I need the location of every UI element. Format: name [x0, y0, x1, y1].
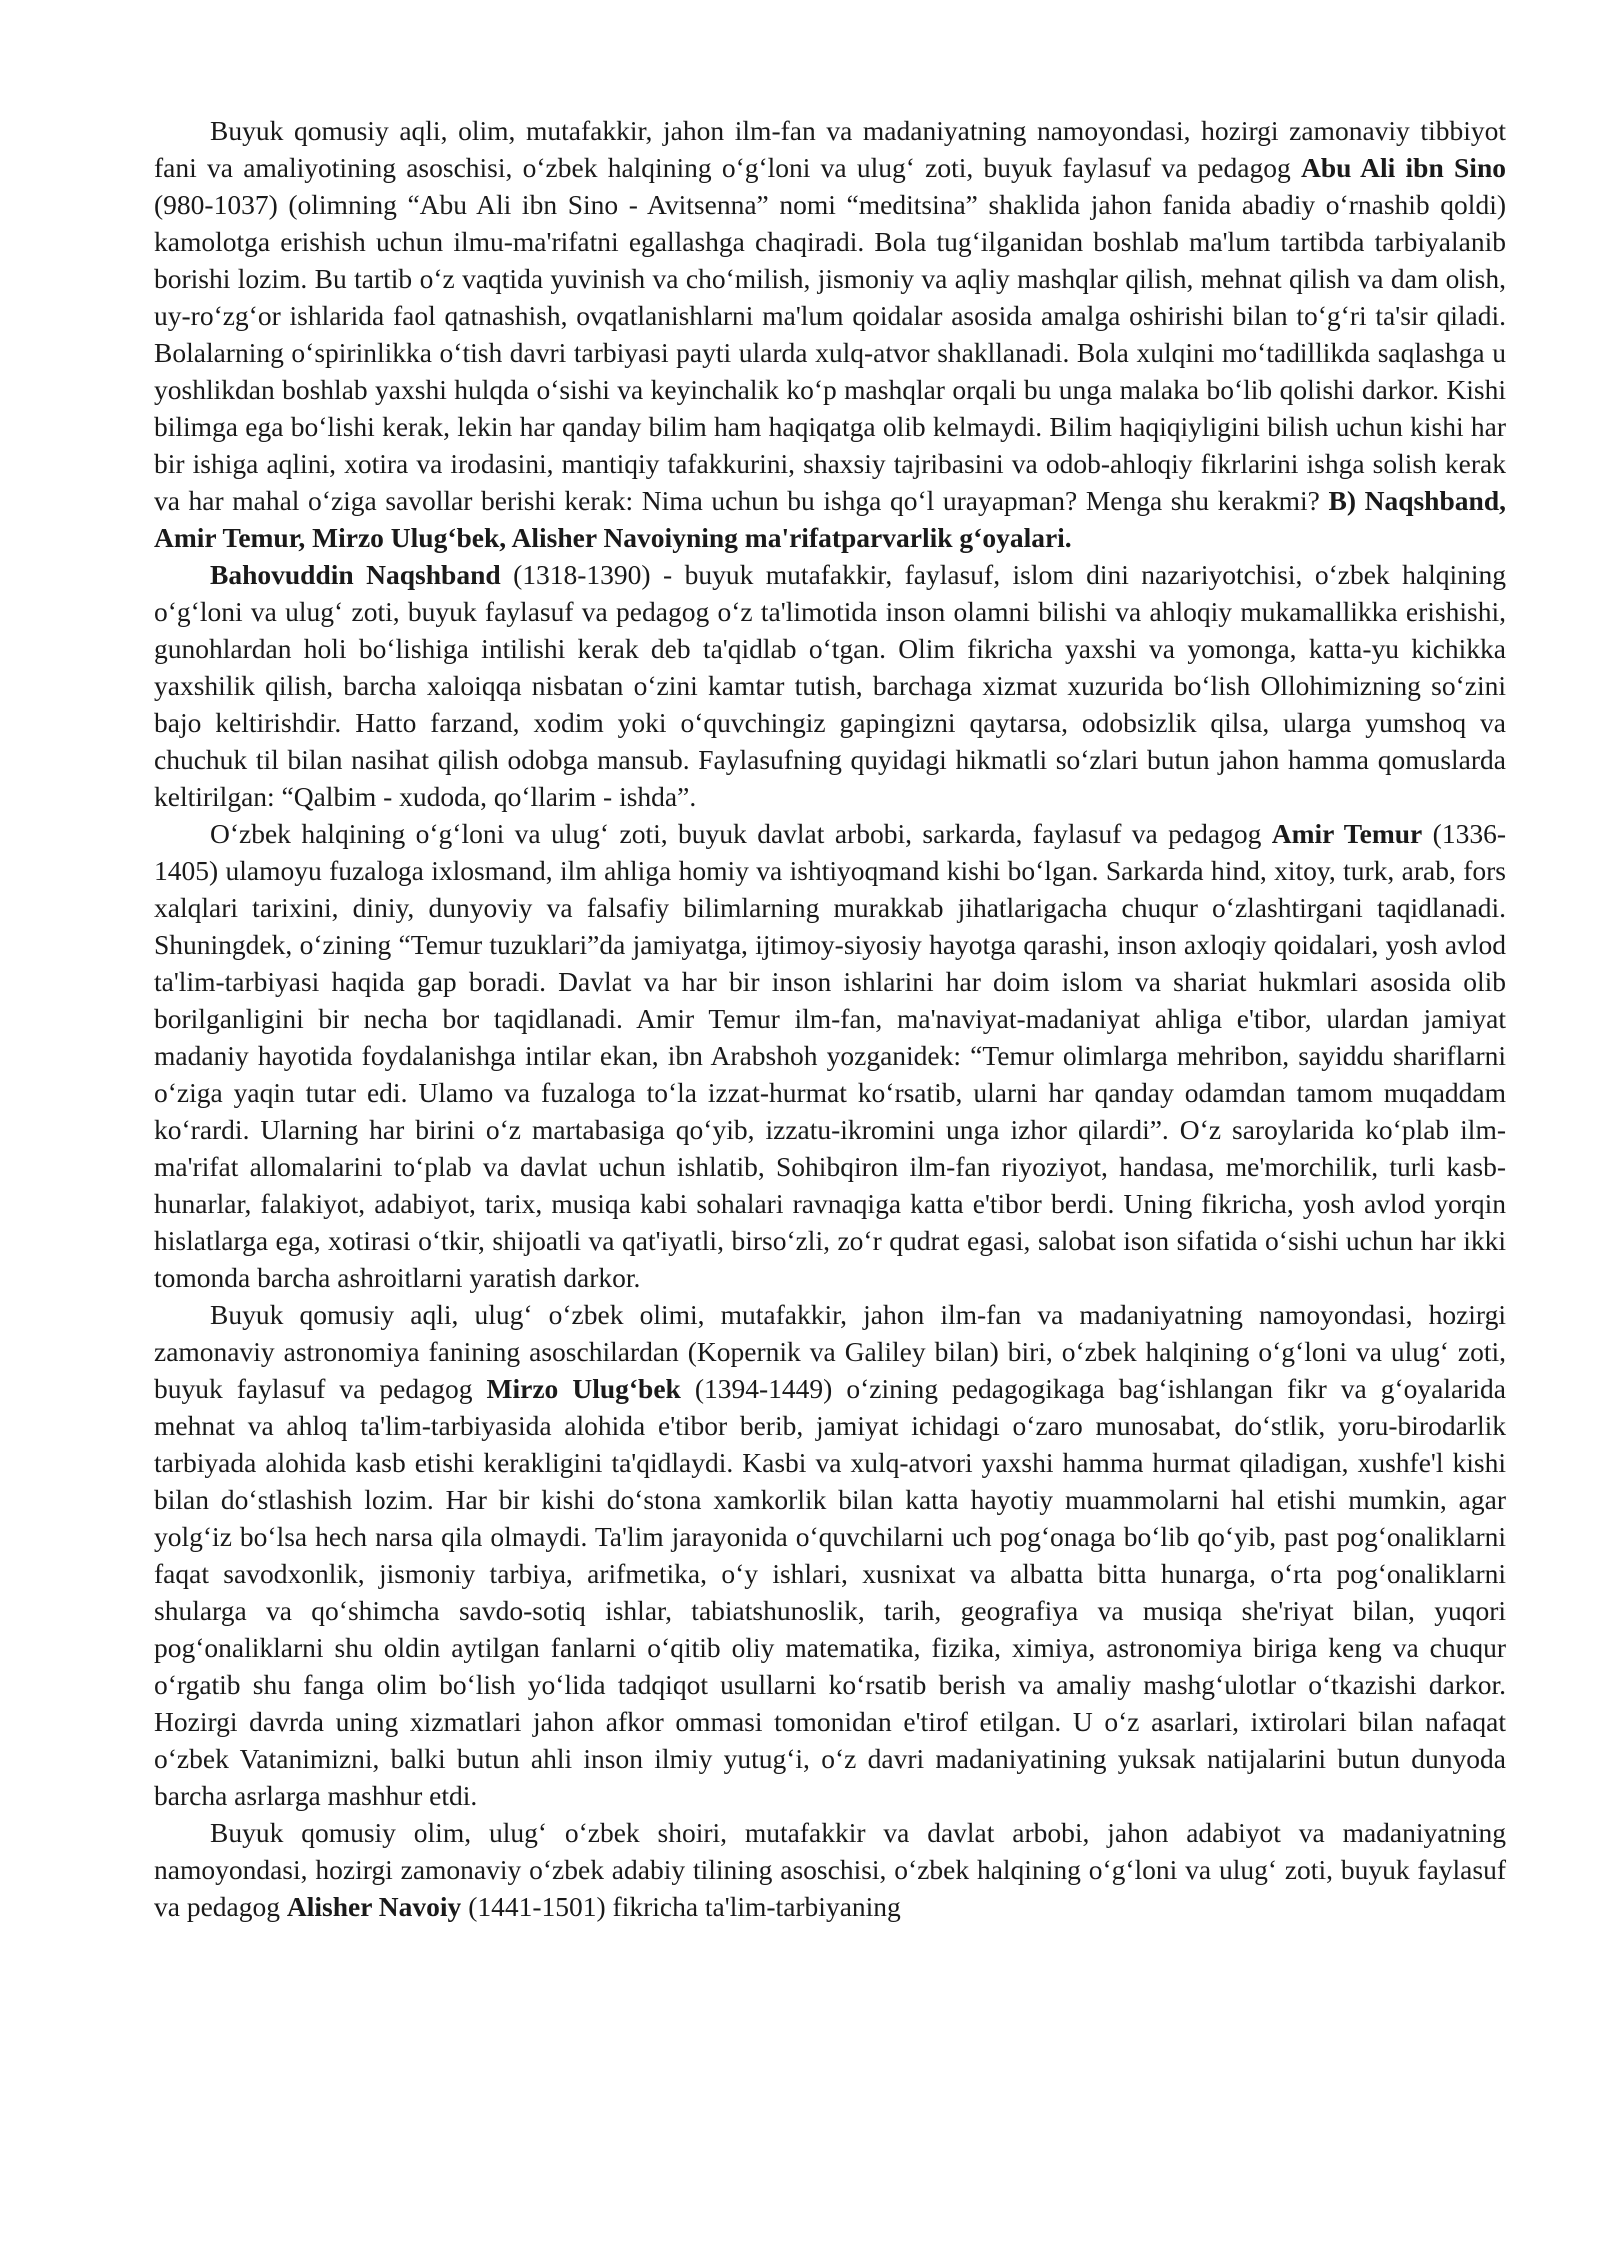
name-alisher-navoiy: Alisher Navoiy	[286, 1891, 462, 1922]
section-heading-b: B) Naqshband, Amir Temur, Mirzo Ulug‘bek, Alisher Navoiyning ma'rifatparvarlik g‘oyalari.	[154, 485, 1506, 553]
text-segment: (1394-1449) o‘zining pedagogikaga bag‘ishlangan fikr va g‘oyalarida mehnat va ahloq ta'lim-tarbiyasida alohida e'tibor berib, jamiyat ichidagi o‘zaro munosabat, do‘stlik, yoru-birodarlik tarbiyada alohida kasb etishi kerakligini ta'qidlaydi. Kasbi va xulq-atvori yaxshi hamma hurmat qiladigan, xushfe'l kishi bilan do‘stlashish lozim. Har bir kishi do‘stona xamkorlik bilan katta hayotiy muammolarni hal etishi mumkin, agar yolg‘iz bo‘lsa hech narsa qila olmaydi. Ta'lim jarayonida o‘quvchilarni uch pog‘onaga bo‘lib qo‘yib, past pog‘onaliklarni faqat savodxonlik, jismoniy tarbiya, arifmetika, o‘y ishlari, xusnixat va albatta bitta hunarga, o‘rta pog‘onaliklarni shularga va qo‘shimcha savdo-sotiq ishlar, tabiatshunoslik, tarih, geografiya va musiqa she'riyat bilan, yuqori pog‘onaliklarni shu oldin aytilgan fanlarni o‘qitib oliy matematika, fizika, ximiya, astronomiya biriga keng va chuqur o‘rgatib shu fanga olim bo‘lish yo‘lida tadqiqot usullarni ko‘rsatib berish va amaliy mashg‘ulotlar o‘tkazishi darkor. Hozirgi davrda uning xizmatlari jahon afkor ommasi tomonidan e'tirof etilgan. U o‘z asarlari, ixtirolari bilan nafaqat o‘zbek Vatanimizni, balki butun ahli inson ilmiy yutug‘i, o‘z davri madaniyatining yuksak natijalarini butun dunyoda barcha asrlarga mashhur etdi.	[154, 1373, 1506, 1811]
text-segment: Buyuk qomusiy olim, ulug‘ o‘zbek shoiri, mutafakkir va davlat arbobi, jahon adabiyot va madaniyatning namoyondasi, hozirgi zamonaviy o‘zbek adabiy tilining asoschisi, o‘zbek halqining o‘g‘loni va ulug‘ zoti, buyuk faylasuf va pedagog	[154, 1817, 1506, 1922]
name-abu-ali-ibn-sino: Abu Ali ibn Sino	[1300, 152, 1506, 183]
paragraph-alisher-navoiy	[154, 1814, 1506, 1925]
paragraph-naqshband	[154, 556, 1506, 815]
text-segment: Buyuk qomusiy aqli, olim, mutafakkir, jahon ilm-fan va madaniyatning namoyondasi, hozirgi zamonaviy tibbiyot fani va amaliyotining asoschisi, o‘zbek halqining o‘g‘loni va ulug‘ zoti, buyuk faylasuf va pedagog	[154, 115, 1506, 183]
text-segment: (1441-1501) fikricha ta'lim-tarbiyaning	[461, 1891, 901, 1922]
name-mirzo-ulugbek: Mirzo Ulug‘bek	[486, 1373, 681, 1404]
text-segment: (1318-1390) - buyuk mutafakkir, faylasuf, islom dini nazariyotchisi, o‘zbek halqining o‘g‘loni va ulug‘ zoti, buyuk faylasuf va pedagog o‘z ta'limotida inson olamni bilishi va ahloqiy mukamallikka erishishi, gunohlardan holi bo‘lishiga intilishi kerak deb ta'qidlab o‘tgan. Olim fikricha yaxshi va yomonga, katta-yu kichikka yaxshilik qilish, barcha xaloiqqa nisbatan o‘zini kamtar tutish, barchaga xizmat xuzurida bo‘lish Ollohimizning so‘zini bajo keltirishdir. Hatto farzand, xodim yoki o‘quvchingiz gapingizni qaytarsa, odobsizlik qilsa, ularga yumshoq va chuchuk til bilan nasihat qilish odobga mansub. Faylasufning quyidagi hikmatli so‘zlari butun jahon hamma qomuslarda keltirilgan: “Qalbim - xudoda, qo‘llarim - ishda”.	[154, 559, 1506, 812]
text-segment: (980-1037) (olimning “Abu Ali ibn Sino - Avitsenna” nomi “meditsina” shaklida jahon fanida abadiy o‘rnashib qoldi) kamolotga erishish uchun ilmu-ma'rifatni egallashga chaqiradi. Bola tug‘ilganidan boshlab ma'lum tartibda tarbiyalanib borishi lozim. Bu tartib o‘z vaqtida yuvinish va cho‘milish, jismoniy va aqliy mashqlar qilish, mehnat qilish va dam olish, uy-ro‘zg‘or ishlarida faol qatnashish, ovqatlanishlarni ma'lum qoidalar asosida amalga oshirishi bilan to‘g‘ri ta'sir qiladi. Bolalarning o‘spirinlikka o‘tish davri tarbiyasi payti ularda xulq-atvor shakllanadi. Bola xulqini mo‘tadillikda saqlashga u yoshlikdan boshlab yaxshi hulqda o‘sishi va keyinchalik ko‘p mashqlar orqali bu unga malaka bo‘lib qolishi darkor. Kishi bilimga ega bo‘lishi kerak, lekin har qanday bilim ham haqiqatga olib kelmaydi. Bilim haqiqiyligini bilish uchun kishi har bir ishiga aqlini, xotira va irodasini, mantiqiy tafakkurini, shaxsiy tajribasini va odob-ahloqiy fikrlarini ishga solish kerak va har mahal o‘ziga savollar berishi kerak: Nima uchun bu ishga qo‘l urayapman? Menga shu kerakmi?	[154, 189, 1506, 516]
text-segment: O‘zbek halqining o‘g‘loni va ulug‘ zoti, buyuk davlat arbobi, sarkarda, faylasuf va pedagog	[210, 818, 1272, 849]
paragraph-amir-temur	[154, 815, 1506, 1296]
text-segment: (1336-1405) ulamoyu fuzaloga ixlosmand, ilm ahliga homiy va ishtiyoqmand kishi bo‘lgan. Sarkarda hind, xitoy, turk, arab, fors xalqlari tarixini, diniy, dunyoviy va falsafiy bilimlarning murakkab jihatlarigacha chuqur o‘zlashtirgani taqidlanadi. Shuningdek, o‘zining “Temur tuzuklari”da jamiyatga, ijtimoy-siyosiy hayotga qarashi, inson axloqiy qoidalari, yosh avlod ta'lim-tarbiyasi haqida gap boradi. Davlat va har bir inson ishlarini har doim islom va shariat hukmlari asosida olib borilganligini bir necha bor taqidlanadi. Amir Temur ilm-fan, ma'naviyat-madaniyat ahliga e'tibor, ulardan jamiyat madaniy hayotida foydalanishga intilar ekan, ibn Arabshoh yozganidek: “Temur olimlarga mehribon, sayiddu shariflarni o‘ziga yaqin tutar edi. Ulamo va fuzaloga to‘la izzat-hurmat ko‘rsatib, ularni har qanday odamdan tamom muqaddam ko‘rardi. Ularning har birini o‘z martabasiga qo‘yib, izzatu-ikromini unga izhor qilardi”. O‘z saroylarida ko‘plab ilm-ma'rifat allomalarini to‘plab va davlat uchun ishlatib, Sohibqiron ilm-fan riyoziyot, handasa, me'morchilik, turli kasb-hunarlar, falakiyot, adabiyot, tarix, musiqa kabi sohalari ravnaqiga katta e'tibor berdi. Uning fikricha, yosh avlod yorqin hislatlarga ega, xotirasi o‘tkir, shijoatli va qat'iyatli, birso‘zli, zo‘r qudrat egasi, salobat ison sifatida o‘sishi uchun har ikki tomonda barcha ashroitlarni yaratish darkor.	[154, 818, 1506, 1293]
text-segment: Buyuk qomusiy aqli, ulug‘ o‘zbek olimi, mutafakkir, jahon ilm-fan va madaniyatning namoyondasi, hozirgi zamonaviy astronomiya fanining asoschilardan (Kopernik va Galiley bilan) biri, o‘zbek halqining o‘g‘loni va ulug‘ zoti, buyuk faylasuf va pedagog	[154, 1299, 1506, 1404]
name-amir-temur: Amir Temur	[1271, 818, 1423, 849]
paragraph-ibn-sino	[154, 112, 1506, 556]
paragraph-mirzo-ulugbek	[154, 1296, 1506, 1814]
name-bahovuddin-naqshband: Bahovuddin Naqshband	[210, 559, 501, 590]
